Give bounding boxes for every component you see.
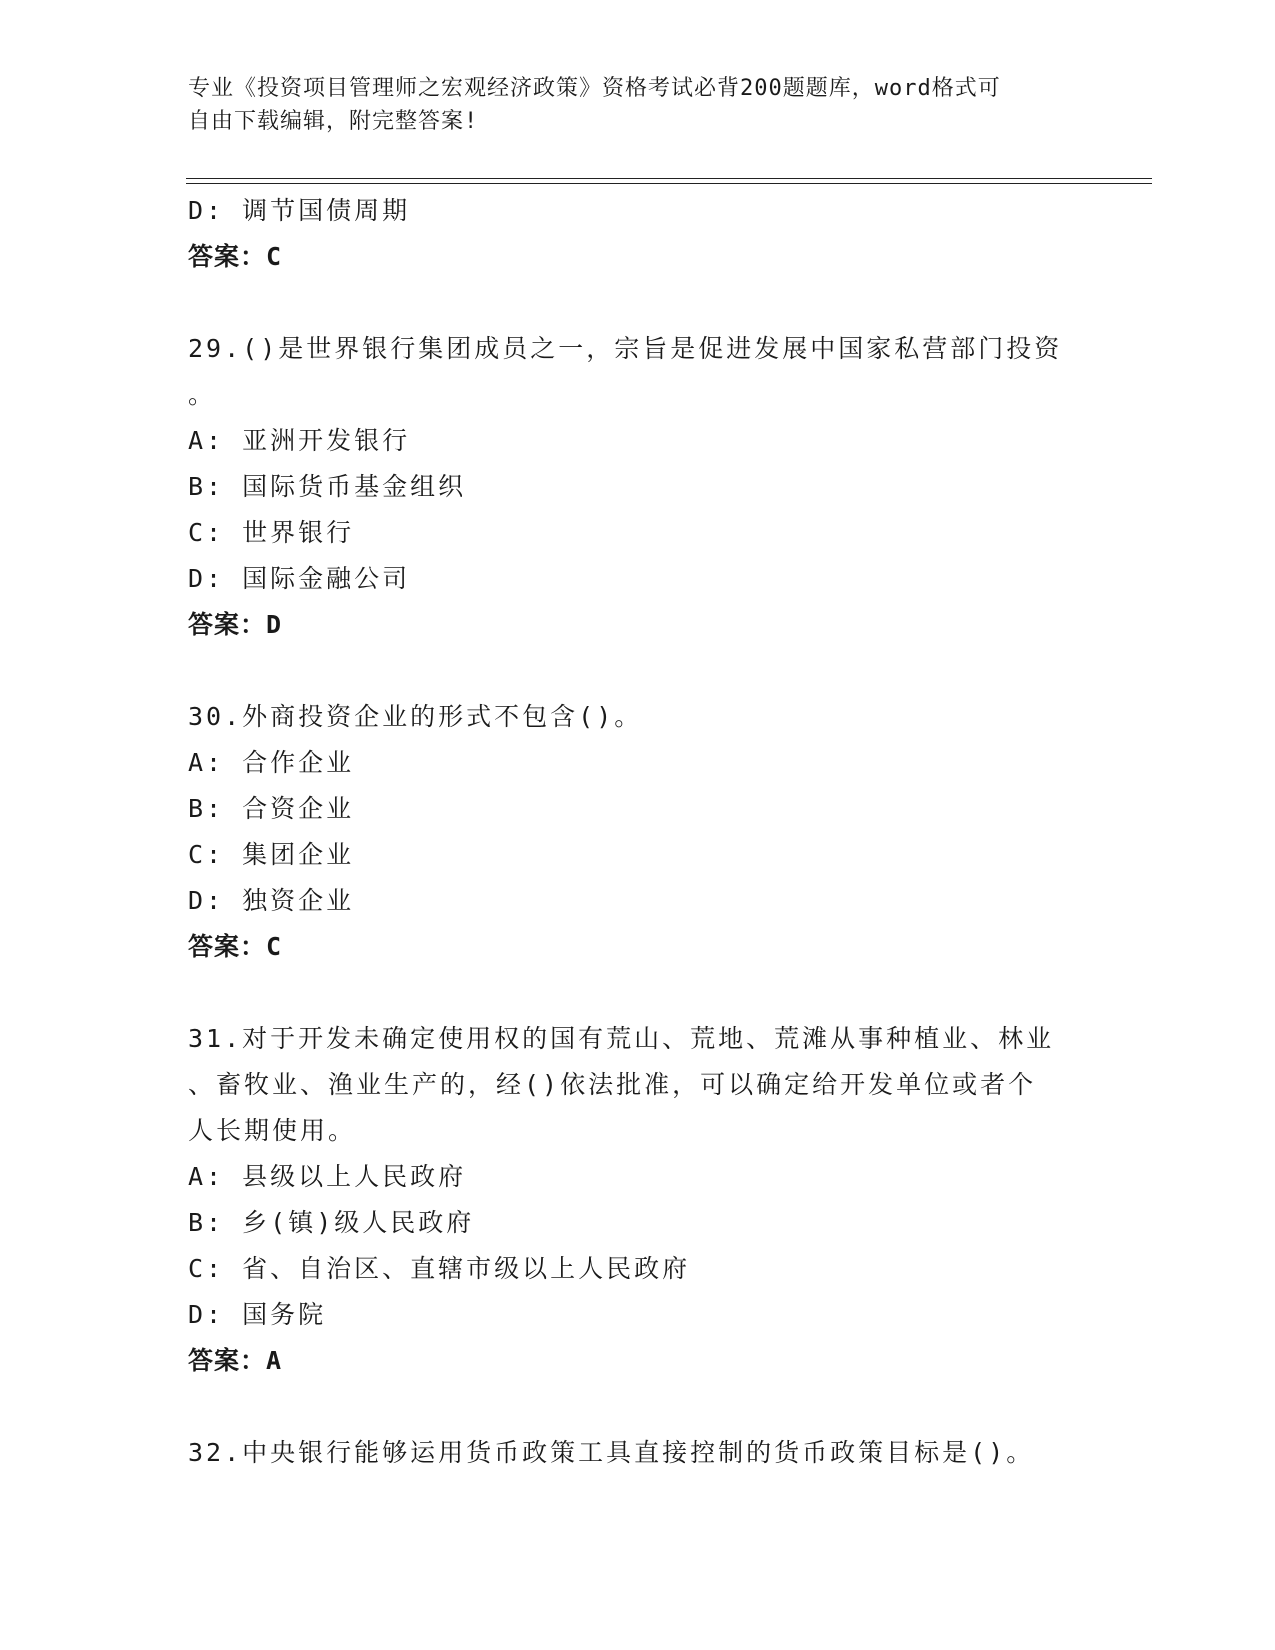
q31-option-a: A: 县级以上人民政府 bbox=[188, 1162, 467, 1191]
q30-option-a: A: 合作企业 bbox=[188, 748, 355, 777]
q29-option-d: D: 国际金融公司 bbox=[188, 564, 411, 593]
header-line-1: 专业《投资项目管理师之宏观经济政策》资格考试必背200题题库，word格式可 bbox=[188, 76, 1001, 101]
q28-option-d: D: 调节国债周期 bbox=[188, 196, 411, 225]
q30-option-d: D: 独资企业 bbox=[188, 886, 355, 915]
question-content bbox=[188, 188, 1068, 1476]
q32-stem-line-1: 32.中央银行能够运用货币政策工具直接控制的货币政策目标是()。 bbox=[188, 1438, 1035, 1467]
q30-option-c: C: 集团企业 bbox=[188, 840, 355, 869]
header-divider-top bbox=[186, 178, 1152, 179]
document-header bbox=[188, 72, 1068, 138]
q31-option-c: C: 省、自治区、直辖市级以上人民政府 bbox=[188, 1254, 691, 1283]
q31-option-d: D: 国务院 bbox=[188, 1300, 327, 1329]
q29-option-b: B: 国际货币基金组织 bbox=[188, 472, 467, 501]
q28-answer: 答案：C bbox=[188, 242, 283, 271]
header-line-2: 自由下载编辑，附完整答案! bbox=[188, 109, 479, 134]
q29-answer: 答案：D bbox=[188, 610, 283, 639]
q31-option-b: B: 乡(镇)级人民政府 bbox=[188, 1208, 475, 1237]
question-32 bbox=[188, 1430, 1068, 1476]
q29-stem-line-2: 。 bbox=[188, 380, 217, 409]
q29-option-c: C: 世界银行 bbox=[188, 518, 355, 547]
q31-answer: 答案：A bbox=[188, 1346, 283, 1375]
q30-option-b: B: 合资企业 bbox=[188, 794, 355, 823]
question-30 bbox=[188, 694, 1068, 970]
header-divider-bottom bbox=[186, 183, 1152, 184]
q31-stem-line-2: 、畜牧业、渔业生产的，经()依法批准，可以确定给开发单位或者个 bbox=[188, 1070, 1037, 1099]
q29-option-a: A: 亚洲开发银行 bbox=[188, 426, 411, 455]
question-28 bbox=[188, 188, 1068, 280]
q30-answer: 答案：C bbox=[188, 932, 283, 961]
q31-stem-line-1: 31.对于开发未确定使用权的国有荒山、荒地、荒滩从事种植业、林业 bbox=[188, 1024, 1055, 1053]
q29-stem-line-1: 29.()是世界银行集团成员之一，宗旨是促进发展中国家私营部门投资 bbox=[188, 334, 1063, 363]
question-31 bbox=[188, 1016, 1068, 1384]
q31-stem-line-3: 人长期使用。 bbox=[188, 1116, 357, 1145]
q30-stem-line-1: 30.外商投资企业的形式不包含()。 bbox=[188, 702, 643, 731]
question-29 bbox=[188, 326, 1068, 648]
